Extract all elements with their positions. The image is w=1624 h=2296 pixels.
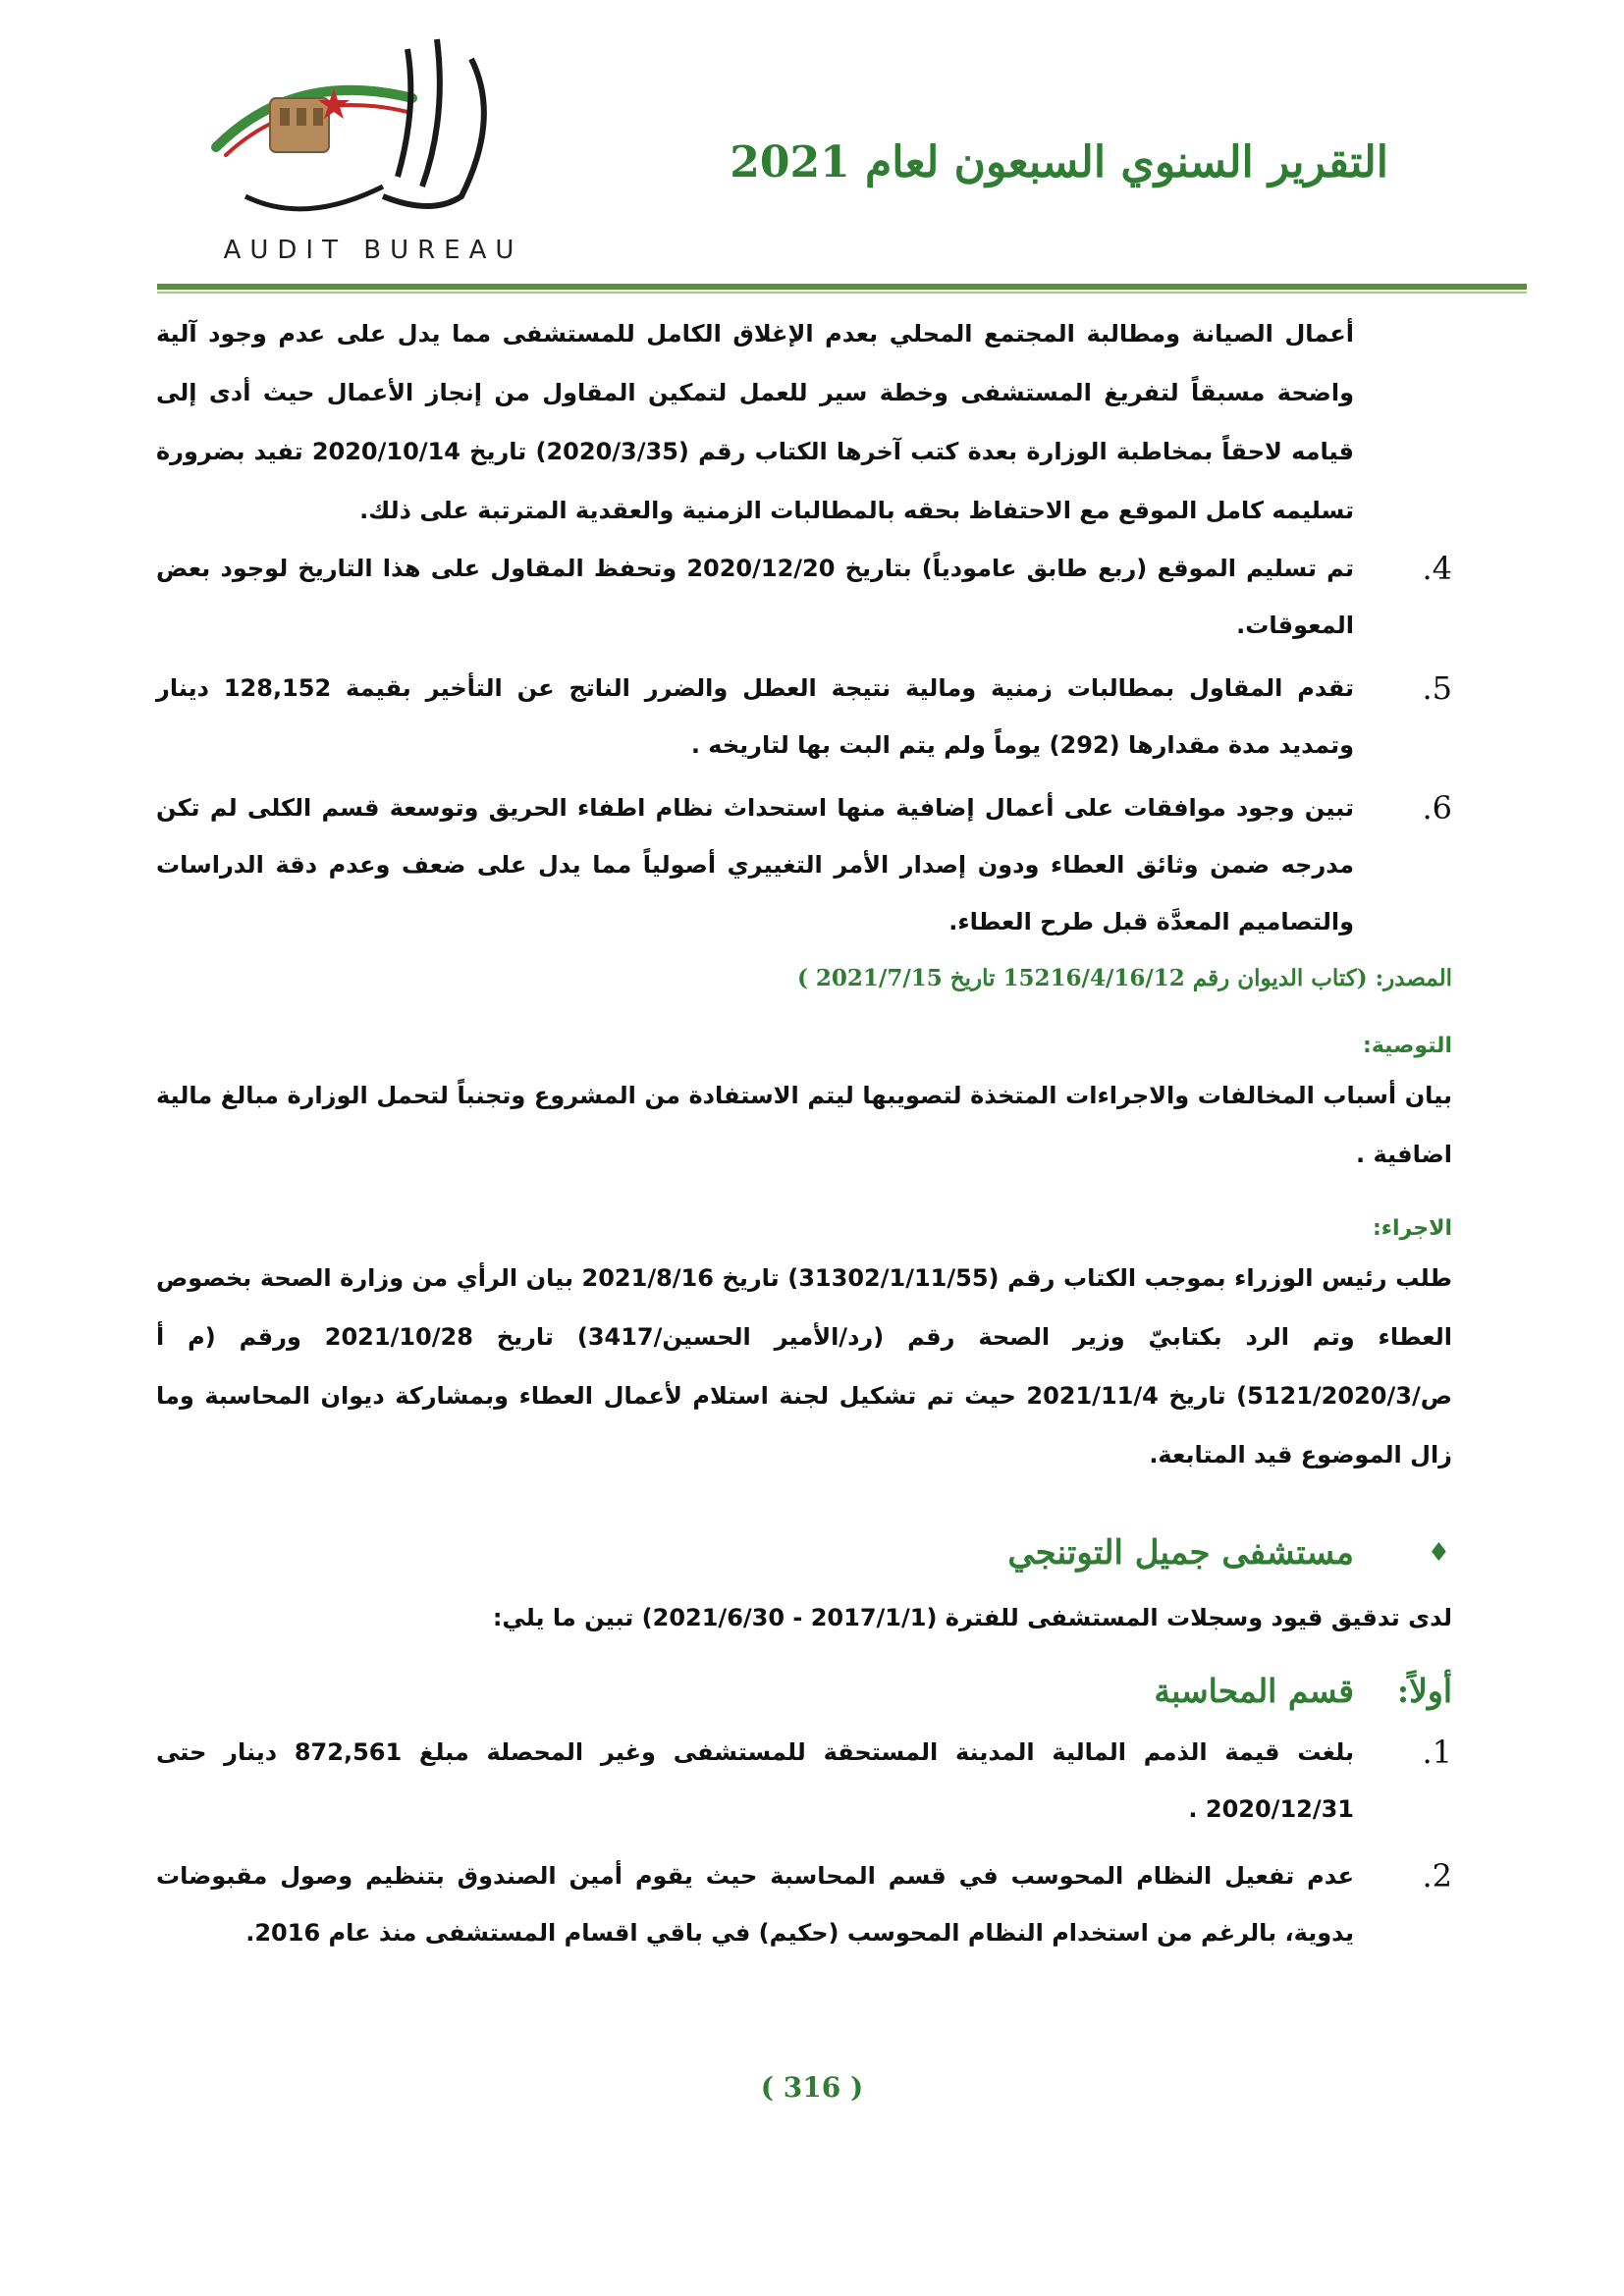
finding-item-1 <box>156 1724 1452 1838</box>
action-text: طلب رئيس الوزراء بموجب الكتاب رقم (31302/1/11/55) تاريخ 2021/8/16 بيان الرأي من وزارة الصحة بخصوص العطاء وتم الرد بكتابيّ وزير الصحة رقم (رد/الأمير الحسين/3417) تاريخ 2021/10/28 ورقم (م أ ص/5121/2020/3) تاريخ 2021/11/4 حيث تم تشكيل لجنة استلام لأعمال العطاء وبمشاركة ديوان المحاسبة وما زال الموضوع قيد المتابعة. <box>156 1264 1453 1468</box>
hospital-intro: لدى تدقيق قيود وسجلات المستشفى للفترة (2017/1/1 - 2021/6/30) تبين ما يلي: <box>492 1604 1452 1631</box>
finding-item-4 <box>156 540 1452 654</box>
hospital-section-heading <box>156 1518 1452 1588</box>
finding-item-2 <box>156 1847 1452 1961</box>
item-number: 2. <box>1422 1857 1452 1895</box>
audit-bureau-logo <box>187 29 560 265</box>
page-header <box>0 0 1624 294</box>
item-number: 5. <box>1422 669 1452 707</box>
source-reference: المصدر: (كتاب الديوان رقم 15216/4/16/12 تاريخ 2021/7/15 ) <box>797 965 1452 991</box>
logo-emblem-icon <box>187 29 560 265</box>
item-text: تم تسليم الموقع (ربع طابق عامودياً) بتاريخ 2020/12/20 وتحفظ المقاول على هذا التاريخ لوجود بعض المعوقات. <box>156 555 1355 639</box>
item-number: 4. <box>1422 550 1452 587</box>
item-text: عدم تفعيل النظام المحوسب في قسم المحاسبة حيث يقوم أمين الصندوق بتنظيم وصول مقبوضات يدوية، بالرغم من استخدام النظام المحوسب (حكيم) في باقي اقسام المستشفى منذ عام 2016. <box>156 1862 1354 1947</box>
subheading-title: قسم المحاسبة <box>1154 1672 1354 1710</box>
finding-item-6 <box>156 779 1452 950</box>
recommendation-label: التوصية: <box>1363 1034 1452 1058</box>
hospital-title: مستشفى جميل التوتنجي <box>1007 1533 1354 1573</box>
report-title: التقرير السنوي السبعون لعام 2021 <box>730 137 1388 187</box>
continued-paragraph: أعمال الصيانة ومطالبة المجتمع المحلي بعدم الإغلاق الكامل للمستشفى مما يدل على عدم وجود آلية واضحة مسبقاً لتفريغ المستشفى وخطة سير للعمل لتمكين المقاول من إنجاز الأعمال حيث أدى إلى قيامه لاحقاً بمخاطبة الوزارة بعدة كتب آخرها الكتاب رقم (2020/3/35) تاريخ 2020/10/14 تفيد بضرورة تسليمه كامل الموقع مع الاحتفاظ بحقه بالمطالبات الزمنية والعقدية المترتبة على ذلك. <box>156 320 1355 524</box>
item-number: 1. <box>1422 1734 1452 1771</box>
diamond-bullet-icon: ♦ <box>1427 1538 1450 1568</box>
header-divider <box>157 284 1527 290</box>
item-text: تبين وجود موافقات على أعمال إضافية منها استحداث نظام اطفاء الحريق وتوسعة قسم الكلى لم تكن مدرجه ضمن وثائق العطاء ودون إصدار الأمر التغييري أصولياً مما يدل على ضعف وعدم دقة الدراسات والتصاميم المعدَّة قبل طرح العطاء. <box>156 794 1354 935</box>
item-number: 6. <box>1422 789 1452 827</box>
report-body <box>156 304 1452 1961</box>
header-divider-thin <box>157 292 1527 294</box>
subheading-ordinal: أولاً: <box>1396 1672 1452 1710</box>
item-text: بلغت قيمة الذمم المالية المدينة المستحقة للمستشفى وغير المحصلة مبلغ 872,561 دينار حتى 2020/12/31 . <box>156 1738 1354 1823</box>
accounting-subheading <box>156 1659 1452 1724</box>
logo-english-text: AUDIT BUREAU <box>223 236 523 265</box>
recommendation-text: بيان أسباب المخالفات والاجراءات المتخذة لتصويبها ليتم الاستفادة من المشروع وتجنباً لتحمل الوزارة مبالغ مالية اضافية . <box>156 1082 1452 1168</box>
page-number: ( 316 ) <box>760 2071 864 2104</box>
finding-item-5 <box>156 660 1452 774</box>
action-label: الاجراء: <box>1372 1216 1452 1241</box>
item-text: تقدم المقاول بمطالبات زمنية ومالية نتيجة العطل والضرر الناتج عن التأخير بقيمة 128,152 دينار وتمديد مدة مقدارها (292) يوماً ولم يتم البت بها لتاريخه . <box>156 674 1354 759</box>
